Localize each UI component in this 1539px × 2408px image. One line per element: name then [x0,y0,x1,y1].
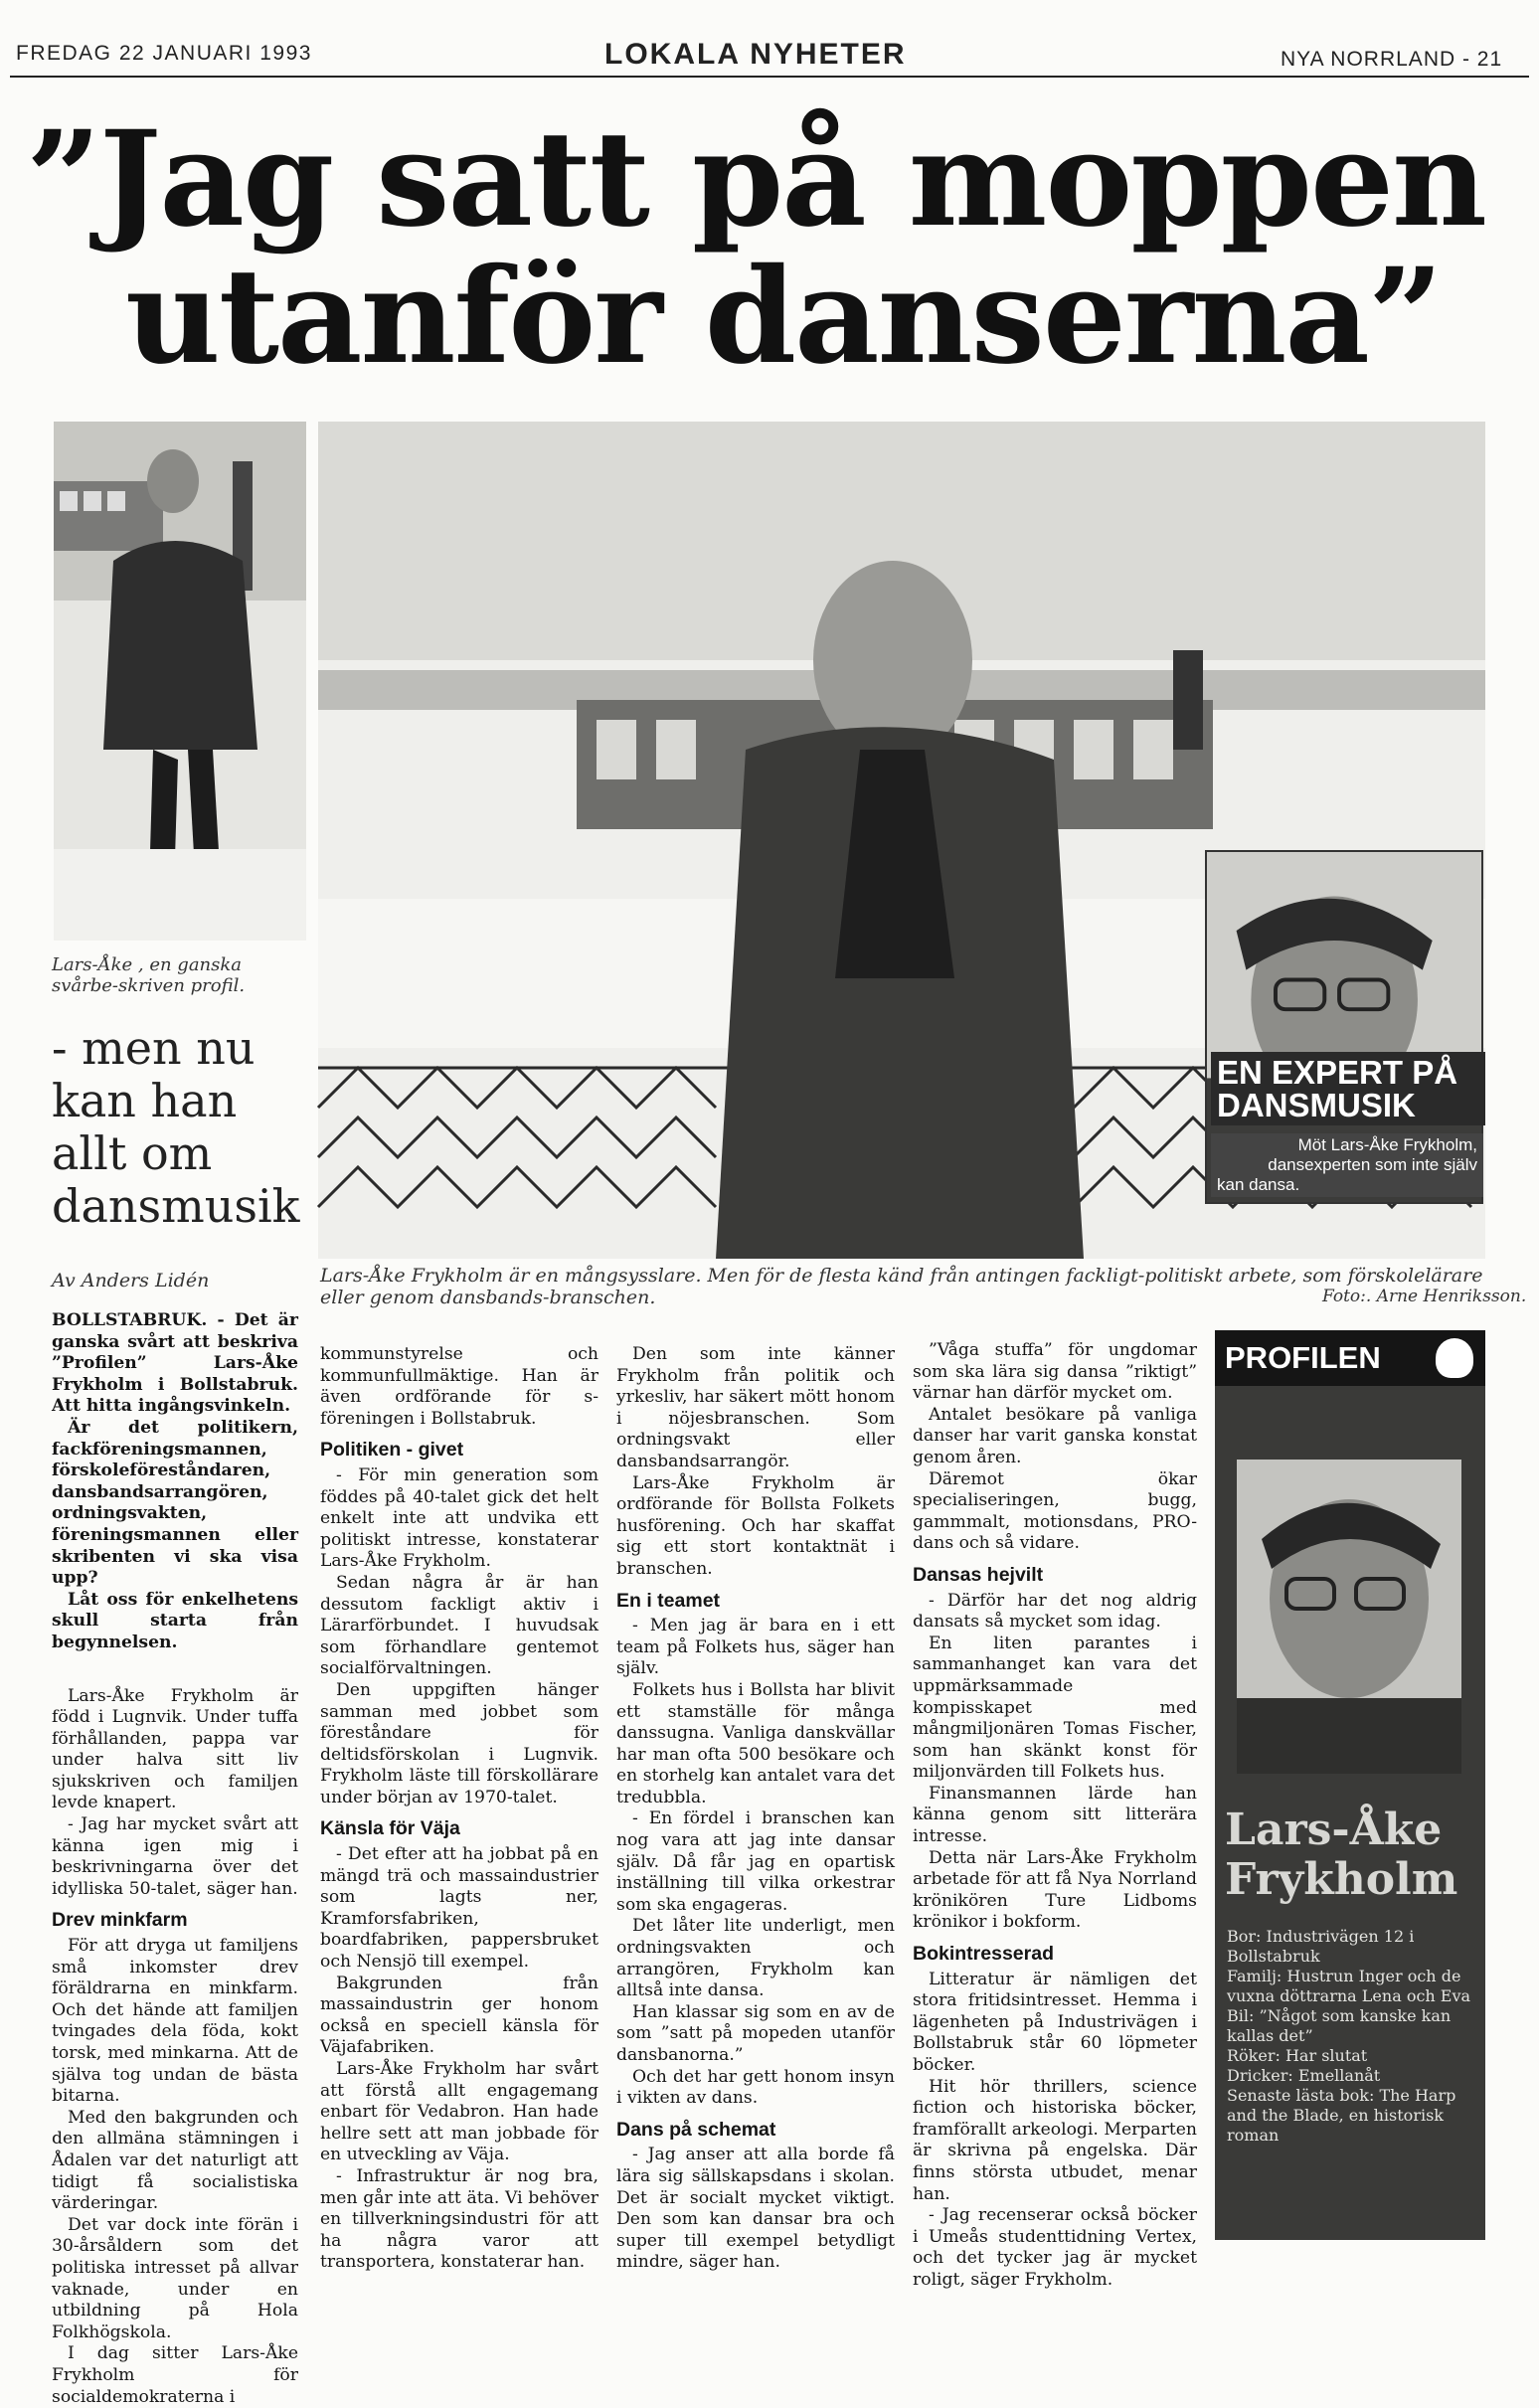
profile-name-line2: Frykholm [1225,1854,1458,1905]
col3-p5: - En fördel i branschen kan nog vara att jag inte dansar själv. Då får jag en opartisk inställning till vilka orkestrar som ska engageras. [616,1808,895,1915]
col2-heading-2: Känsla för Väja [320,1817,460,1840]
profile-fact: Bor: Industrivägen 12 i Bollstabruk [1227,1927,1415,1966]
col2-p5: Bakgrunden från massaindustrin ger honom också en speciell känsla för Väjafabriken. [320,1973,598,2058]
col2-p1: - För min generation som föddes på 40-talet gick det helt enkelt inte att undvika ett politiskt intresse, konstaterar Lars-Åke Frykholm. [320,1464,598,1572]
subhead [52,1022,320,1233]
col3-p7: Han klassar sig som en av de som ”satt på mopeden utanför dansbanorna.” [616,2001,895,2065]
subhead-line2: kan han [52,1074,238,1127]
col1-p2: - Jag har mycket svårt att känna igen mig i beskrivningarna över det idylliska 50-talet, säger han. [52,1814,298,1899]
profile-fact: Familj: Hustrun Inger och de vuxna döttrarna Lena och Eva [1227,1967,1471,2005]
inset-text [1211,1133,1483,1197]
profile-fact: Dricker: Emellanåt [1227,2066,1381,2085]
inset-title [1211,1052,1485,1125]
col3-p3: - Men jag är bara en i ett team på Folkets hus, säger han själv. [616,1616,895,1679]
col1-p6: I dag sitter Lars-Åke Frykholm för socialdemokraterna i [52,2343,298,2407]
col4-p9: Hit hör thrillers, science fiction och historiska böcker, framförallt arkeologi. Merparten är skrivna på engelska. Där finns största utbudet, menar han. [913,2076,1197,2204]
header-rule [10,76,1529,78]
profile-name [1225,1806,1483,1905]
profile-photo [1237,1460,1461,1774]
col3-heading-1: En i teamet [616,1589,721,1612]
col4-p6: Finansmannen lärde han känna genom sitt litterära intresse. [913,1783,1197,1847]
header-page: NYA NORRLAND - 21 [1281,48,1503,71]
inset-title-line1: EN EXPERT PÅ [1217,1054,1458,1091]
col3-p2: Lars-Åke Frykholm är ordförande för Bollsta Folkets husförening. Och har skaffat sig ett stort kontaktnät i branschen. [616,1472,895,1579]
column-3 [616,1344,895,2274]
main-photo-caption: Lars-Åke Frykholm är en mångsysslare. Men för de flesta känd från antingen fackligt-politiskt arbete, som förskolelärare eller genom dansbands-branschen. [320,1265,1483,1308]
col4-p1: ”Våga stuffa” för ungdomar som ska lära sig dansa ”riktigt” värnar han därför mycket om. [913,1340,1197,1404]
header-date: FREDAG 22 JANUARI 1993 [16,42,312,65]
column-1 [52,1310,298,2408]
col1-p1: Lars-Åke Frykholm är född i Lugnvik. Under tuffa förhållanden, pappa var under halva sitt liv sjukskriven och familjen levde knapert. [52,1685,298,1813]
subhead-line3: allt om [52,1126,213,1180]
col2-p7: - Infrastruktur är nog bra, men går inte att äta. Vi behöver en tillverkningsindustri för att ha några varor att transportera, konstaterar han. [320,2165,598,2273]
col3-p6: Det låter lite underligt, men ordningsvakten och arrangören, Frykholm kan alltså inte dansa. [616,1916,895,2001]
col2-p6: Lars-Åke Frykholm har svårt att förstå allt engagemang enbart för Vedabron. Han hade hellre sett att man jobbade för en utveckling av Väja. [320,2059,598,2165]
column-4 [913,1340,1197,2292]
left-photo-caption: Lars-Åke , en ganska svårbe-skriven profil. [52,954,246,996]
profile-label [1215,1330,1485,1386]
profile-box [1215,1330,1485,2240]
col4-p2: Antalet besökare på vanliga danser har varit ganska konstat genom åren. [913,1404,1197,1467]
inset-title-line2: DANSMUSIK [1217,1087,1416,1123]
inset-text-line2: dansexperten som inte själv [1268,1155,1477,1174]
col4-heading-2: Bokintresserad [913,1943,1054,1966]
profile-name-line1: Lars-Åke [1225,1805,1443,1855]
headline-line2: utanför danserna” [125,240,1442,394]
inset-text-line1: Möt Lars-Åke Frykholm, [1297,1135,1477,1154]
profile-label-text: PROFILEN [1225,1340,1381,1375]
byline: Av Anders Lidén [52,1270,210,1291]
col3-p1: Den som inte känner Frykholm från politik och yrkesliv, har säkert mött honom i nöjesbranschen. Som ordningsvakt eller dansbandsarrangör. [616,1344,895,1471]
profile-facts [1227,1927,1477,2146]
col4-p3: Däremot ökar specialiseringen, bugg, gammmalt, motionsdans, PRO-dans och så vidare. [913,1468,1197,1554]
headline [26,102,1517,394]
col4-p8: Litteratur är nämligen det stora fritidsintresset. Hemma i lägenheten på Industrivägen i Bollstabruk står 60 löpmeter böcker. [913,1969,1197,2075]
col3-p8: Och det har gett honom insyn i vikten av dans. [616,2066,895,2109]
col1-intro3: Låt oss för enkelhetens skull starta från begynnelsen. [52,1589,298,1652]
col1-intro: BOLLSTABRUK. - Det är ganska svårt att beskriva ”Profilen” Lars-Åke Frykholm i Bollstabruk. Att hitta ingångsvinkeln. [52,1310,298,1417]
col2-p3: Den uppgiften hänger samman med jobbet som föreståndare för deltidsförskolan i Lugnvik. Frykholm läste till förskollärare under början av 1970-talet. [320,1679,598,1807]
col1-heading-1: Drev minkfarm [52,1909,188,1932]
inset-text-line3: kan dansa. [1217,1175,1300,1194]
left-photo [54,422,306,941]
col1-intro2: Är det politikern, fackföreningsmannen, förskoleföreståndaren, dansbandsarrangören, ordningsvakten, föreningsmannen eller skribenten vi ska visa upp? [52,1417,298,1589]
profile-fact: Röker: Har slutat [1227,2046,1368,2065]
column-2 [320,1344,598,2274]
col1-p3: För att dryga ut familjens små inkomster drev föräldrarna en minkfarm. Och det hände att familjen tvingades dela föda, kokt torsk, med minkarna. Att de själva tog undan de bästa bitarna. [52,1936,298,2107]
header-section: LOKALA NYHETER [604,38,907,71]
subhead-line1: - men nu [52,1021,256,1075]
col2-p2: Sedan några år är han dessutom fackligt aktiv i Lärarförbundet. I huvudsak som förhandlare gentemot socialförvaltningen. [320,1572,598,1679]
col2-p4: - Det efter att ha jobbat på en mängd trä och massaindustrier som lagts ner, Kramforsfabriken, boardfabriken, pappersbruket och Nensjö till exempel. [320,1844,598,1973]
col3-p4: Folkets hus i Bollsta har blivit ett stamställe för många danssugna. Vanliga danskvällar har man ofta 500 besökare och en storhelg kan antalet vara det tredubbla. [616,1679,895,1807]
col3-p9: - Jag anser att alla borde få lära sig sällskapsdans i skolan. Det är socialt mycket viktigt. Den som kan dansar bra och super till exempel betydligt mindre, säger han. [616,2145,895,2273]
col1-p4: Med den bakgrunden och den allmäna stämningen i Ådalen var det naturligt att tidigt få socialistiska värderingar. [52,2107,298,2214]
col4-heading-1: Dansas hejvilt [913,1563,1044,1586]
col1-p5: Det var dock inte förän i 30-årsåldern som det politiska intresset på allvar vaknade, under en utbildning på Hola Folkhögskola. [52,2214,298,2342]
col3-heading-2: Dans på schemat [616,2118,776,2141]
main-photo-credit: Foto:. Arne Henriksson. [1322,1287,1527,1306]
col2-heading-1: Politiken - givet [320,1439,464,1462]
profile-fact: Senaste lästa bok: The Harp and the Blade, en historisk roman [1227,2086,1456,2145]
col2-p0: kommunstyrelse och kommunfullmäktige. Han är även ordförande för s-föreningen i Bollstabruk. [320,1344,598,1429]
col4-p10: - Jag recenserar också böcker i Umeås studenttidning Vertex, och det tycker jag är mycket roligt, säger Frykholm. [913,2205,1197,2290]
head-silhouette-icon [1436,1338,1473,1378]
col4-p5: En liten parantes i sammanhanget kan vara det uppmärksammade kompisskapet med mångmiljonären Tomas Fischer, som han skänkt konst för miljonvärden till Folkets hus. [913,1633,1197,1783]
subhead-line4: dansmusik [52,1179,300,1233]
profile-fact: Bil: ”Något som kanske kan kallas det” [1227,2006,1452,2045]
col4-p4: - Därför har det nog aldrig dansats så mycket som idag. [913,1590,1197,1633]
headline-line1: ”Jag satt på moppen [26,102,1485,257]
col4-p7: Detta när Lars-Åke Frykholm arbetade för att få Nya Norrland krönikören Ture Lidboms krönikor i bokform. [913,1847,1197,1933]
